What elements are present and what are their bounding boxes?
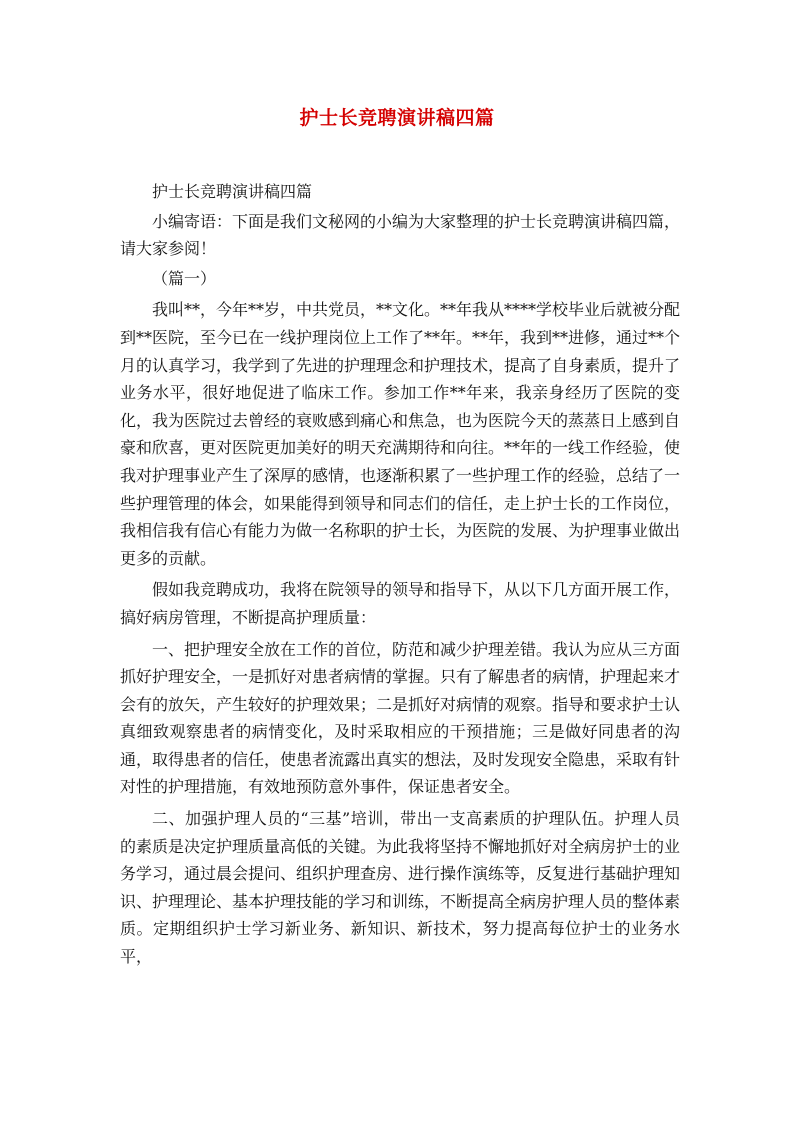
section-heading-paragraph: （篇一） <box>152 268 217 288</box>
work-plan-intro-paragraph: 假如我竞聘成功，我将在院领导的领导和指导下，从以下几方面开展工作，搞好病房管理，不断提高护理质量： <box>120 580 681 627</box>
training-plan-paragraph: 二、加强护理人员的“三基”培训，带出一支高素质的护理队伍。护理人员的素质是决定护理质量高低的关键。为此我将坚持不懈地抓好对全病房护士的业务学习，通过晨会提问、组织护理查房、进行操作演练等，反复进行基础护理知识、护理理论、基本护理技能的学习和训练，不断提高全病房护理人员的整体素质。定期组织护士学习新业务、新知识、新技术，努力提高每位护士的业务水平， <box>120 809 681 967</box>
subtitle-paragraph: 护士长竞聘演讲稿四篇 <box>152 182 313 201</box>
document-body <box>120 178 680 971</box>
safety-plan-paragraph: 一、把护理安全放在工作的首位，防范和减少护理差错。我认为应从三方面抓好护理安全，一是抓好对患者病情的掌握。只有了解患者的病情，护理起来才会有的放矢，产生较好的护理效果；二是抓好对病情的观察。指导和要求护士认真细致观察患者的病情变化，及时采取相应的干预措施；三是做好同患者的沟通，取得患者的信任，使患者流露出真实的想法，及时发现安全隐患，采取有针对性的护理措施，有效地预防意外事件，保证患者安全。 <box>120 639 681 797</box>
document-title: 护士长竞聘演讲稿四篇 <box>299 107 495 129</box>
editor-note-paragraph: 小编寄语：下面是我们文秘网的小编为大家整理的护士长竞聘演讲稿四篇，请大家参阅！ <box>120 211 681 259</box>
self-introduction-paragraph: 我叫**，今年**岁，中共党员，**文化。**年我从****学校毕业后就被分配到**医院，至今已在一线护理岗位上工作了**年。**年，我到**进修，通过**个月的认真学习，我学到了先进的护理理念和护理技术，提高了自身素质，提升了业务水平，很好地促进了临床工作。参加工作**年来，我亲身经历了医院的变化，我为医院过去曾经的衰败感到痛心和焦急，也为医院今天的蒸蒸日上感到自豪和欣喜，更对医院更加美好的明天充满期待和向往。**年的一线工作经验，使我对护理事业产生了深厚的感情，也逐渐积累了一些护理工作的经验，总结了一些护理管理的体会，如果能得到领导和同志们的信任，走上护士长的工作岗位，我相信我有信心有能力为做一名称职的护士长，为医院的发展、为护理事业做出更多的贡献。 <box>120 300 681 568</box>
